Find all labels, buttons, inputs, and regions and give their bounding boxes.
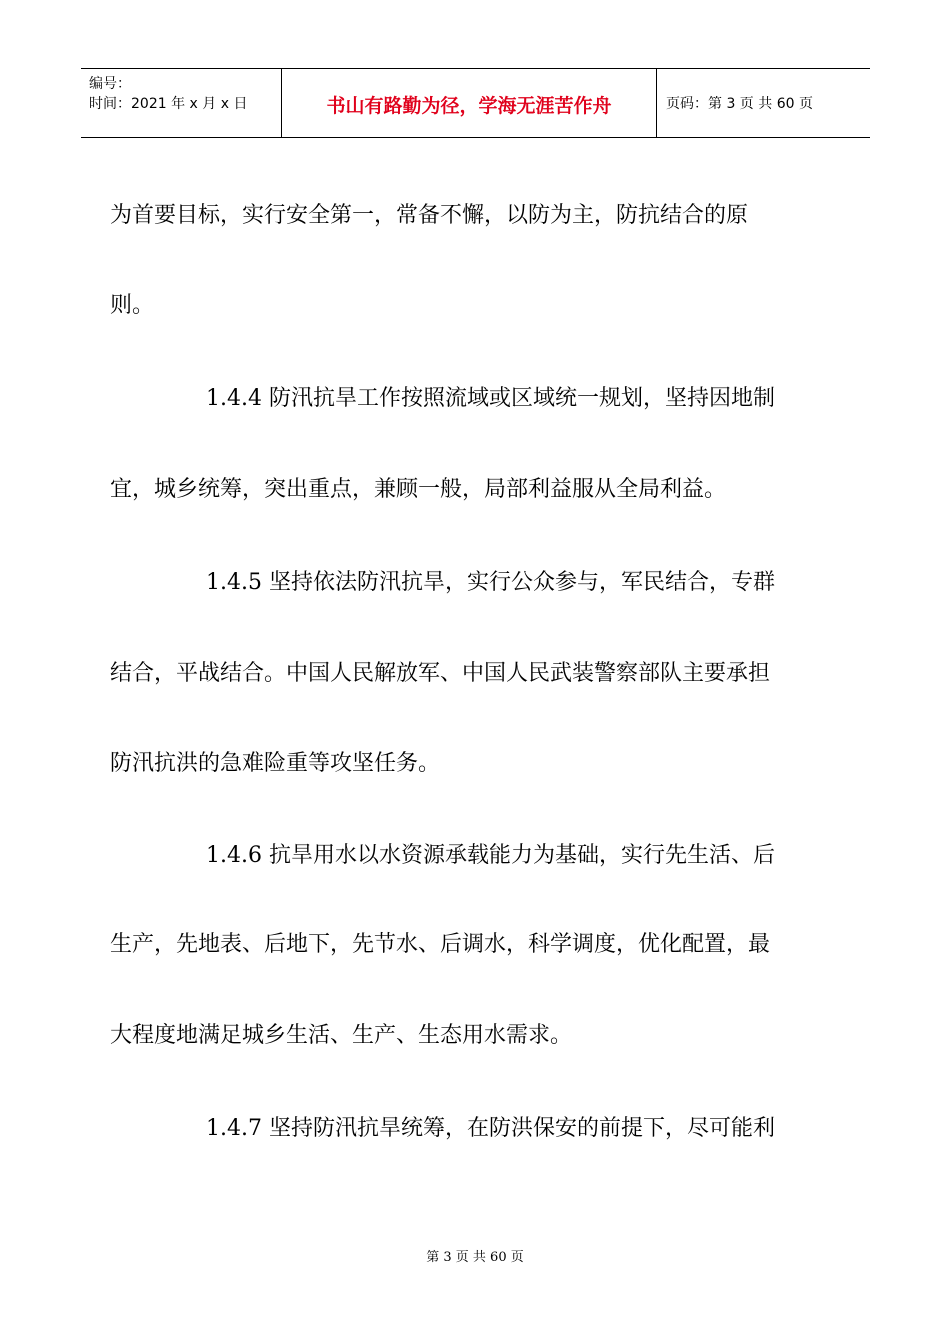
header-motto-cell [281,69,657,137]
document-number-label: 编号： [89,76,131,92]
header-page-info: 页码：第 3 页 共 60 页 [666,96,813,112]
body-line-7: 防汛抗洪的急难险重等攻坚任务。 [110,751,441,776]
header-page-cell [656,69,870,137]
body-line-6: 结合，平战结合。中国人民解放军、中国人民武装警察部队主要承担 [110,661,771,686]
header-meta-cell [81,69,281,137]
body-line-8: 1.4.6 抗旱用水以水资源承载能力为基础，实行先生活、后 [206,843,775,868]
page-footer: 第 3 页 共 60 页 [426,1250,524,1265]
body-line-3: 1.4.4 防汛抗旱工作按照流域或区域统一规划，坚持因地制 [206,386,775,411]
document-date-label: 时间：2021 年 x 月 x 日 [89,96,248,112]
body-line-5: 1.4.5 坚持依法防汛抗旱，实行公众参与，军民结合，专群 [206,570,775,595]
body-line-2: 则。 [110,293,155,318]
document-header [81,68,870,138]
body-line-9: 生产，先地表、后地下，先节水、后调水，科学调度，优化配置，最 [110,932,771,957]
header-motto: 书山有路勤为径，学海无涯苦作舟 [326,95,612,117]
body-line-11: 1.4.7 坚持防汛抗旱统筹，在防洪保安的前提下，尽可能利 [206,1116,775,1141]
body-line-4: 宜，城乡统筹，突出重点，兼顾一般，局部利益服从全局利益。 [110,477,727,502]
body-line-10: 大程度地满足城乡生活、生产、生态用水需求。 [110,1023,573,1048]
body-line-1: 为首要目标，实行安全第一，常备不懈，以防为主，防抗结合的原 [110,203,749,228]
